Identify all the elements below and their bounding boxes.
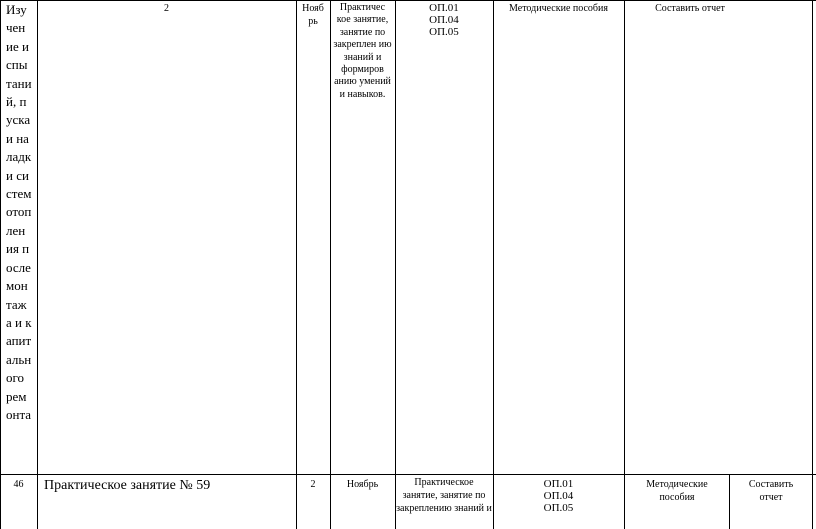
row1-task: Составить отчет (655, 3, 725, 14)
row2-topic: Практическое занятие № 59 (44, 478, 211, 493)
row1-month: Нояб рь (302, 3, 324, 27)
row2-month: Ноябрь (346, 479, 379, 490)
row2-number: 46 (13, 479, 24, 490)
row1-col-line-6 (493, 0, 494, 474)
row1-top-border (0, 0, 816, 1)
row1-materials: Методические пособия (509, 3, 608, 14)
row1-lesson-type: Практичес кое занятие, занятие по закреплен ию знаний и формиров анию умений и навыков. (333, 2, 392, 100)
row2-competencies: ОП.01 ОП.04 ОП.05 (543, 478, 574, 514)
row1-col-line-7 (624, 0, 625, 474)
row1-col-line-2 (37, 0, 38, 474)
row2-col-line-2 (37, 474, 38, 529)
row-divider (0, 474, 816, 475)
row2-materials: Методические пособия (646, 479, 708, 503)
row2-col-line-7 (624, 474, 625, 529)
row1-topic: Изучение испытаний, пуска и наладки систем отопления после монтажа и капитального ремонта (6, 2, 32, 422)
row2-lesson-type: Практическое занятие, занятие по закреплению знаний и (396, 477, 492, 514)
row1-hours: 2 (164, 3, 169, 14)
row1-col-line-5 (395, 0, 396, 474)
row1-col-line-1 (0, 0, 1, 474)
row1-col-line-3 (296, 0, 297, 474)
row1-col-line-4 (330, 0, 331, 474)
row1-col-line-8 (812, 0, 813, 474)
row2-hours: 2 (310, 479, 316, 490)
row2-col-line-9 (812, 474, 813, 529)
row2-task: Составить отчет (748, 479, 794, 503)
row2-col-line-8 (729, 474, 730, 529)
row1-competencies: ОП.01 ОП.04 ОП.05 (429, 2, 459, 38)
